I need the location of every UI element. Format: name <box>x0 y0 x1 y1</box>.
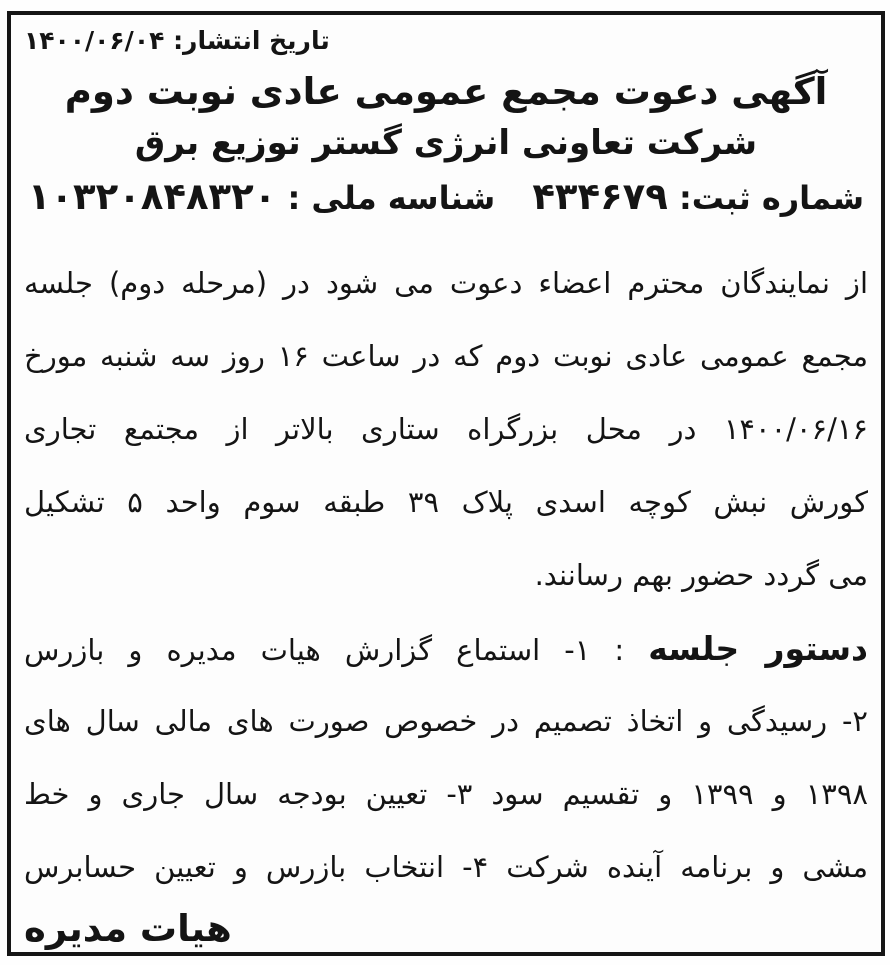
body-line-7: ۲- رسیدگی و اتخاذ تصمیم در خصوص صورت های مالی سال های <box>24 704 868 738</box>
notice-border-frame <box>7 11 885 956</box>
publish-date-value: ۱۴۰۰/۰۶/۰۴ <box>24 26 165 55</box>
company-name: شرکت تعاونی انرژی گستر توزیع برق <box>134 123 758 163</box>
body-line-5: می گردد حضور بهم رسانند. <box>534 558 868 592</box>
registration-number: ۴۳۴۶۷۹ <box>532 175 668 218</box>
body-line-4: کورش نبش کوچه اسدی پلاک ۳۹ طبقه سوم واحد ۵ تشکیل <box>24 485 868 519</box>
body-line-1: از نمایندگان محترم اعضاء دعوت می شود در (مرحله دوم) جلسه <box>24 266 868 300</box>
publish-date-row <box>24 15 868 58</box>
registration-line <box>24 168 868 227</box>
body-line-9: مشی و برنامه آینده شرکت ۴- انتخاب بازرس و تعیین حسابرس <box>24 850 868 884</box>
national-id-label: شناسه ملی : <box>287 179 496 217</box>
registration-label: شماره ثبت: <box>678 179 865 217</box>
agenda-line <box>24 612 868 685</box>
notice-title: آگهی دعوت مجمع عمومی عادی نوبت دوم <box>64 70 828 113</box>
national-id-number: ۱۰۳۲۰۸۴۸۳۲۰ <box>27 175 277 218</box>
publish-date-label: تاریخ انتشار: <box>173 26 330 55</box>
body-line-3: ۱۴۰۰/۰۶/۱۶ در محل بزرگراه ستاری بالاتر از مجتمع تجاری <box>24 412 868 446</box>
agenda-label: دستور جلسه <box>648 629 868 668</box>
signature: هیات مدیره <box>24 907 232 950</box>
notice-body <box>24 247 868 904</box>
body-line-2: مجمع عمومی عادی نوبت دوم که در ساعت ۱۶ روز سه شنبه مورخ <box>24 339 868 373</box>
agenda-first-item: : ۱- استماع گزارش هیات مدیره و بازرس <box>24 633 625 667</box>
body-line-8: ۱۳۹۸ و ۱۳۹۹ و تقسیم سود ۳- تعیین بودجه سال جاری و خط <box>24 777 868 811</box>
